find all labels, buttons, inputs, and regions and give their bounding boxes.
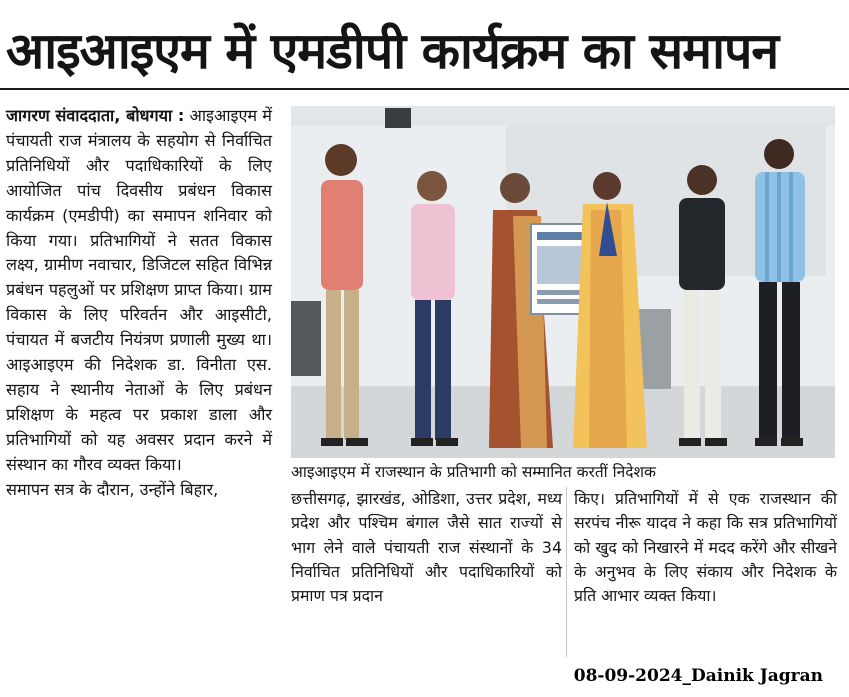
photo-caption: आइआइएम में राजस्थान के प्रतिभागी को सम्मानित करतीं निदेशक: [291, 463, 656, 481]
news-photo: [291, 106, 835, 458]
article-paragraph-1: आइआइएम में पंचायती राज मंत्रालय के सहयोग से निर्वाचित प्रतिनिधियों और पदाधिकारियों के लिए आयोजित पांच दिवसीय प्रबंधन विकास कार्यक्रम (एमडीपी) का समापन शनिवार को किया गया। प्रतिभागियों ने सतत विकास लक्ष्य, ग्रामीण नवाचार, डिजिटल सहित विभिन्न प्रबंधन पहलुओं पर प्रशिक्षण प्राप्त किया। ग्राम विकास के लिए परिवर्तन और आइसीटी, पंचायत में बजटीय नियंत्रण प्रणाली मुख्य था। आइआइएम की निदेशक डा. विनीता एस. सहाय ने स्थानीय नेताओं के लिए प्रबंधन प्रशिक्षण के महत्व पर प्रकाश डाला और प्रतिभागियों को यह अवसर प्रदान करने में संस्थान का गौरव व्यक्त किया।: [6, 106, 272, 474]
article-paragraph-2: समापन सत्र के दौरान, उन्होंने बिहार,: [6, 479, 219, 499]
source-stamp: 08-09-2024_Dainik Jagran: [573, 666, 823, 686]
column-separator: [566, 487, 567, 657]
headline: आइआइएम में एमडीपी कार्यक्रम का समापन: [6, 22, 779, 80]
article-column-3: [574, 487, 837, 608]
article-column-2: [291, 487, 562, 608]
column-3-text: किए। प्रतिभागियों में से एक राजस्थान की सरपंच नीरू यादव ने कहा कि सत्र प्रतिभागियों को खुद को निखारने में मदद करेंगे और सीखने के अनुभव के लिए संकाय और निदेशक के प्रति आभार व्यक्त किया।: [574, 489, 837, 606]
column-2-text: छत्तीसगढ़, झारखंड, ओडिशा, उत्तर प्रदेश, मध्य प्रदेश और पश्चिम बंगाल जैसे सात राज्यों से भाग लेने वाले पंचायती राज संस्थानों के 34 निर्वाचित प्रतिनिधियों और पदाधिकारियों को प्रमाण पत्र प्रदान: [291, 489, 562, 606]
headline-rule: [0, 88, 849, 90]
left-article-column: [6, 104, 272, 503]
byline: जागरण संवाददाता, बोधगया :: [6, 106, 185, 125]
photo-illustration: [291, 106, 835, 458]
